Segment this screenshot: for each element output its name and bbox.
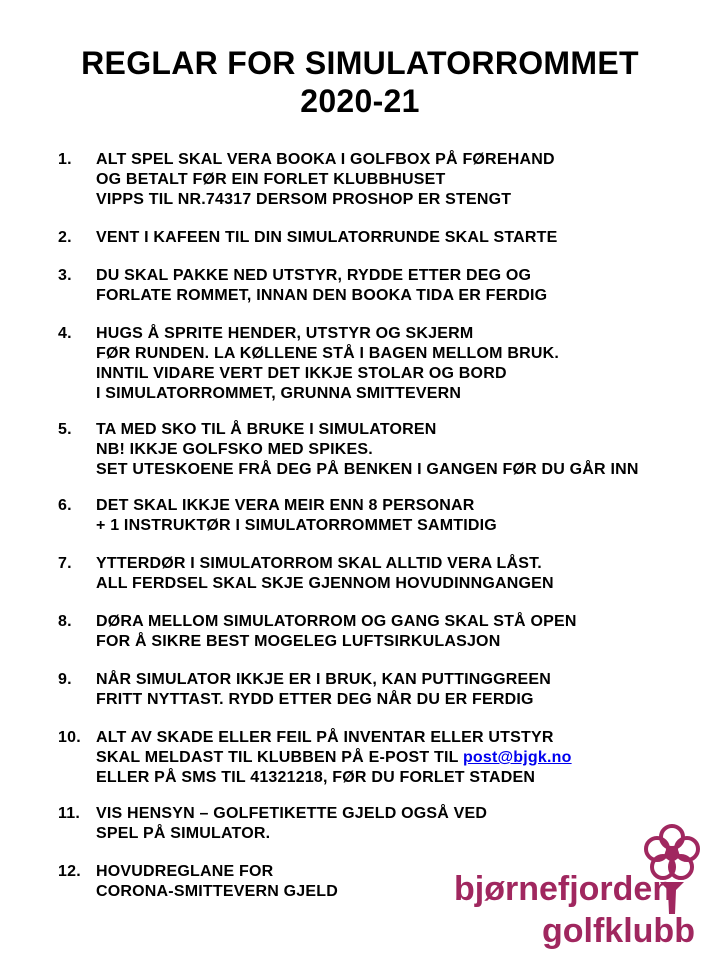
rule-line <box>96 516 497 536</box>
rule-number: 8. <box>58 613 72 630</box>
logo-text-line-2: golfklubb <box>542 912 695 950</box>
rule-line-text: ELLER PÅ SMS TIL 41321218, FØR DU FORLET STADEN <box>96 769 536 786</box>
rule-line <box>96 690 551 710</box>
rule-line <box>96 768 572 788</box>
rule-text <box>96 228 557 248</box>
rule-number: 5. <box>58 421 72 438</box>
rule-text <box>96 612 577 652</box>
rule-line-text: TA MED SKO TIL Å BRUKE I SIMULATOREN <box>96 421 437 438</box>
rule-text <box>96 266 547 306</box>
rule-number: 10. <box>58 729 81 746</box>
rule-line-text: ALL FERDSEL SKAL SKJE GJENNOM HOVUDINNGANGEN <box>96 575 554 592</box>
rule-line <box>96 862 338 882</box>
rule-line <box>96 574 554 594</box>
rule-line-text: ALT SPEL SKAL VERA BOOKA I GOLFBOX PÅ FØREHAND <box>96 151 555 168</box>
rule-line <box>96 286 547 306</box>
rule-line-text: DU SKAL PAKKE NED UTSTYR, RYDDE ETTER DEG OG <box>96 267 532 284</box>
rule-line-text: + 1 INSTRUKTØR I SIMULATORROMMET SAMTIDIG <box>96 517 497 534</box>
rule-line-text: FORLATE ROMMET, INNAN DEN BOOKA TIDA ER FERDIG <box>96 287 548 304</box>
rule-line <box>96 420 639 440</box>
title-line-2: 2020-21 <box>300 83 420 119</box>
rule-text <box>96 670 551 710</box>
rule-line <box>96 190 555 210</box>
logo-text-line-1: bjørnefjorden <box>454 870 674 908</box>
rule-line-text: INNTIL VIDARE VERT DET IKKJE STOLAR OG BORD <box>96 365 507 382</box>
rule-number: 4. <box>58 325 72 342</box>
rule-line <box>96 150 555 170</box>
rule-line-text: DØRA MELLOM SIMULATORROM OG GANG SKAL STÅ OPEN <box>96 613 577 630</box>
rule-line <box>96 266 547 286</box>
rule-line <box>96 804 487 824</box>
rule-line <box>96 882 338 902</box>
rule-line <box>96 824 487 844</box>
rule-line <box>96 670 551 690</box>
rule-line <box>96 496 497 516</box>
title-line-1: REGLAR FOR SIMULATORROMMET <box>81 45 639 81</box>
rule-line-text: VIS HENSYN – GOLFETIKETTE GJELD OGSÅ VED <box>96 805 488 822</box>
rule-number: 9. <box>58 671 72 688</box>
rule-text <box>96 728 572 788</box>
rule-line-text: HOVUDREGLANE FOR <box>96 863 274 880</box>
rule-number: 6. <box>58 497 72 514</box>
rule-line <box>96 344 559 364</box>
rule-text <box>96 150 555 210</box>
rule-line-text: FØR RUNDEN. LA KØLLENE STÅ I BAGEN MELLOM BRUK. <box>96 345 560 362</box>
rule-line-text: VENT I KAFEEN TIL DIN SIMULATORRUNDE SKAL STARTE <box>96 229 558 246</box>
rule-line-text: NÅR SIMULATOR IKKJE ER I BRUK, KAN PUTTINGGREEN <box>96 671 552 688</box>
rule-line-text: SET UTESKOENE FRÅ DEG PÅ BENKEN I GANGEN FØR DU GÅR INN <box>96 461 639 478</box>
rule-line <box>96 384 559 404</box>
rule-line-text: ALT AV SKADE ELLER FEIL PÅ INVENTAR ELLER UTSTYR <box>96 729 554 746</box>
rule-line-text: NB! IKKJE GOLFSKO MED SPIKES. <box>96 441 373 458</box>
rule-line <box>96 612 577 632</box>
rule-line <box>96 364 559 384</box>
rule-number: 1. <box>58 151 72 168</box>
rule-line-text: SPEL PÅ SIMULATOR. <box>96 825 271 842</box>
rule-line-text: DET SKAL IKKJE VERA MEIR ENN 8 PERSONAR <box>96 497 475 514</box>
rule-line <box>96 554 554 574</box>
rule-text <box>96 324 559 404</box>
rule-number: 12. <box>58 863 81 880</box>
rule-line-text: I SIMULATORROMMET, GRUNNA SMITTEVERN <box>96 385 462 402</box>
rule-text <box>96 804 487 844</box>
rule-line <box>96 170 555 190</box>
rule-number: 11. <box>58 805 80 822</box>
club-logo <box>452 818 700 954</box>
rule-line-text: SKAL MELDAST TIL KLUBBEN PÅ E-POST TIL <box>96 749 463 766</box>
rule-number: 7. <box>58 555 72 572</box>
rule-line <box>96 324 559 344</box>
rule-text <box>96 420 639 480</box>
rule-line <box>96 228 557 248</box>
rule-line-text: YTTERDØR I SIMULATORROM SKAL ALLTID VERA LÅST. <box>96 555 542 572</box>
rule-line <box>96 440 639 460</box>
rule-text <box>96 496 497 536</box>
rule-line <box>96 728 572 748</box>
rule-line-text: HUGS Å SPRITE HENDER, UTSTYR OG SKJERM <box>96 325 474 342</box>
rule-line-text: OG BETALT FØR EIN FORLET KLUBBHUSET <box>96 171 446 188</box>
rule-text <box>96 862 338 902</box>
rule-text <box>96 554 554 594</box>
rule-number: 3. <box>58 267 72 284</box>
rule-number: 2. <box>58 229 72 246</box>
rule-line <box>96 460 639 480</box>
email-link[interactable]: post@bjgk.no <box>462 749 572 766</box>
rule-line-text: VIPPS TIL NR.74317 DERSOM PROSHOP ER STENGT <box>96 191 512 208</box>
page-title <box>0 44 720 120</box>
rule-line <box>96 632 577 652</box>
rule-line-text: CORONA-SMITTEVERN GJELD <box>96 883 338 900</box>
rule-line-text: FOR Å SIKRE BEST MOGELEG LUFTSIRKULASJON <box>96 633 501 650</box>
rule-line <box>96 748 572 768</box>
rule-line-text: FRITT NYTTAST. RYDD ETTER DEG NÅR DU ER FERDIG <box>96 691 534 708</box>
